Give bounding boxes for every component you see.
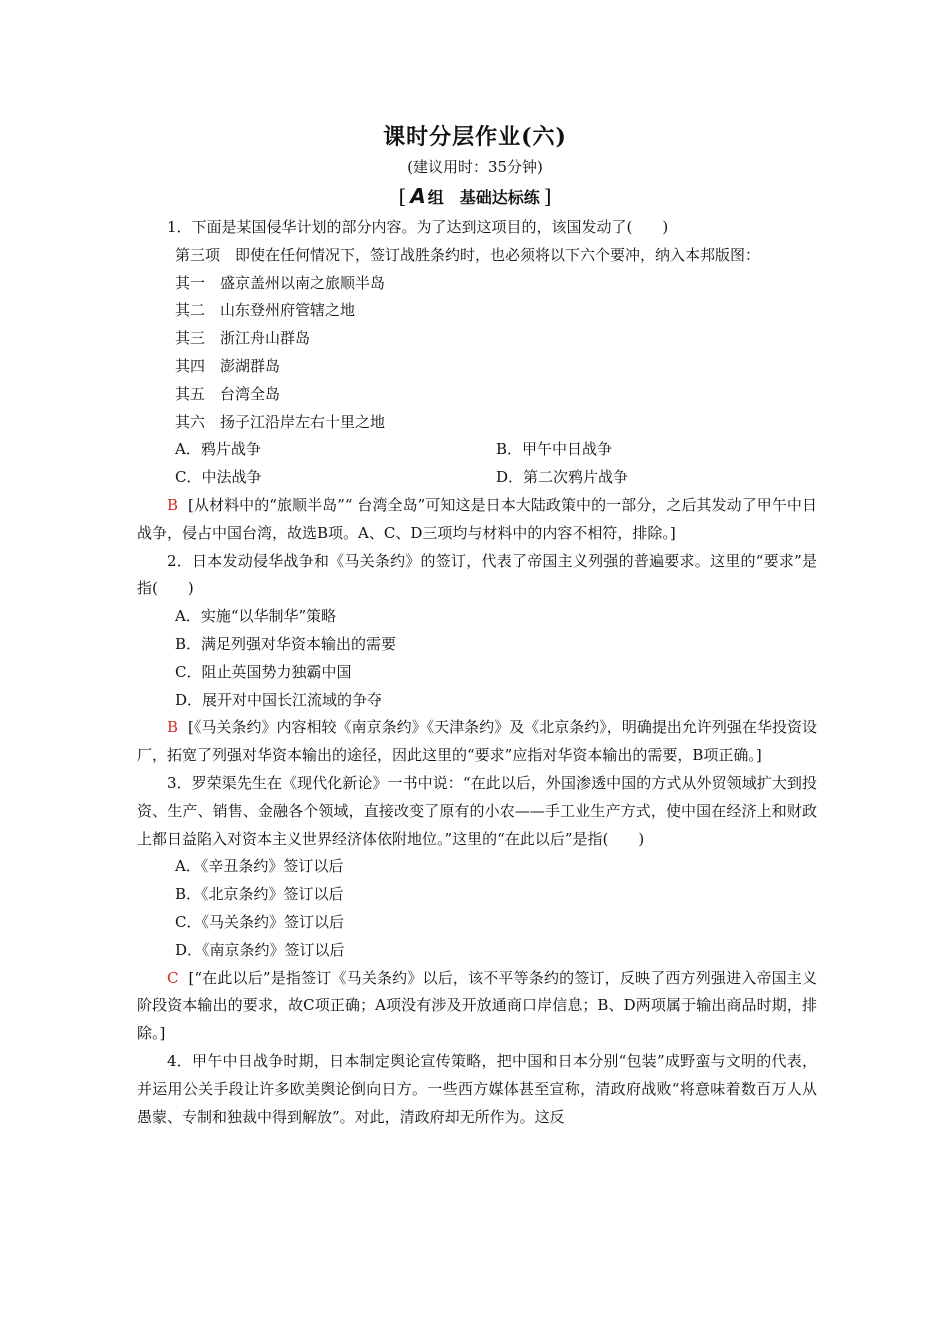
option-b: B．满足列强对华资本输出的需要 bbox=[175, 634, 397, 653]
page-title: 课时分层作业(六) bbox=[383, 124, 567, 150]
question-3-answer bbox=[137, 965, 817, 1048]
group-letter-icon: A bbox=[410, 184, 426, 208]
bracket-close: ] bbox=[543, 184, 552, 208]
answer-explanation: [《马关条约》内容相较《南京条约》《天津条约》及《北京条约》，明确提出允许列强在华投资设厂，拓宽了列强对华资本输出的途径，因此这里的“要求”应指对华资本输出的需要，B项正确。] bbox=[137, 718, 817, 765]
options-row bbox=[137, 464, 817, 492]
material-line: 第三项 即使在任何情况下，签订战胜条约时，也必须将以下六个要冲，纳入本邦版图： bbox=[175, 245, 761, 264]
material-line: 其一 盛京盖州以南之旅顺半岛 bbox=[175, 273, 386, 292]
question-1-stem: 1．下面是某国侵华计划的部分内容。为了达到这项目的，该国发动了( ) bbox=[167, 218, 669, 236]
option-a: A．《辛丑条约》签订以后 bbox=[175, 857, 344, 876]
answer-key: C bbox=[167, 968, 179, 987]
material-line: 其二 山东登州府管辖之地 bbox=[175, 301, 356, 320]
answer-explanation: [从材料中的“旅顺半岛”“ 台湾全岛”可知这是日本大陆政策中的一部分，之后其发动了甲午中日战争，侵占中国台湾，故选B项。A、C、D三项均与材料中的内容不相符，排除。] bbox=[137, 495, 817, 542]
question-1-answer bbox=[137, 492, 817, 548]
option-b: B．《北京条约》签订以后 bbox=[175, 885, 344, 904]
section-header bbox=[0, 184, 950, 208]
options-row bbox=[137, 436, 817, 464]
section-label: 组 基础达标练 bbox=[427, 188, 540, 207]
bracket-open: [ bbox=[398, 184, 407, 208]
option-d: D．展开对中国长江流域的争夺 bbox=[175, 690, 383, 709]
question-3-stem: 3．罗荣渠先生在《现代化新论》一书中说：“在此以后，外国渗透中国的方式从外贸领域扩大到投资、生产、销售、金融各个领域，直接改变了原有的小农——手工业生产方式，使中国在经济上和财政上都日益陷入对资本主义世界经济体依附地位。”这里的“在此以后”是指( ) bbox=[137, 773, 817, 848]
option-c: C．中法战争 bbox=[175, 468, 262, 487]
option-c: C．阻止英国势力独霸中国 bbox=[175, 662, 352, 681]
questions bbox=[137, 214, 817, 1131]
option-a: A．实施“以华制华”策略 bbox=[175, 607, 337, 626]
material-line: 其四 澎湖群岛 bbox=[175, 356, 281, 375]
option-a: A．鸦片战争 bbox=[175, 440, 261, 459]
suggested-time: (建议用时：35分钟) bbox=[407, 158, 543, 176]
material-line: 其五 台湾全岛 bbox=[175, 384, 281, 403]
answer-explanation: [“在此以后”是指签订《马关条约》以后，该不平等条约的签订，反映了西方列强进入帝国主义阶段资本输出的要求，故C项正确；A项没有涉及开放通商口岸信息；B、D两项属于输出商品时期，排除。] bbox=[137, 968, 817, 1043]
question-4-stem: 4．甲午中日战争时期，日本制定舆论宣传策略，把中国和日本分别“包装”成野蛮与文明的代表，并运用公关手段让许多欧美舆论倒向日方。一些西方媒体甚至宣称，清政府战败“将意味着数百万人从愚蒙、专制和独裁中得到解放”。对此，清政府却无所作为。这反 bbox=[137, 1051, 817, 1126]
answer-key: B bbox=[167, 718, 179, 737]
option-c: C．《马关条约》签订以后 bbox=[175, 912, 344, 931]
material-line: 其三 浙江舟山群岛 bbox=[175, 329, 311, 348]
material-line: 其六 扬子江沿岸左右十里之地 bbox=[175, 412, 386, 431]
answer-key: B bbox=[167, 495, 179, 514]
option-b: B．甲午中日战争 bbox=[496, 440, 613, 459]
option-d: D．《南京条约》签订以后 bbox=[175, 940, 345, 959]
question-2-answer bbox=[137, 714, 817, 770]
option-d: D．第二次鸦片战争 bbox=[496, 468, 629, 487]
question-2-stem: 2．日本发动侵华战争和《马关条约》的签订，代表了帝国主义列强的普遍要求。这里的“要求”是指( ) bbox=[137, 551, 817, 598]
